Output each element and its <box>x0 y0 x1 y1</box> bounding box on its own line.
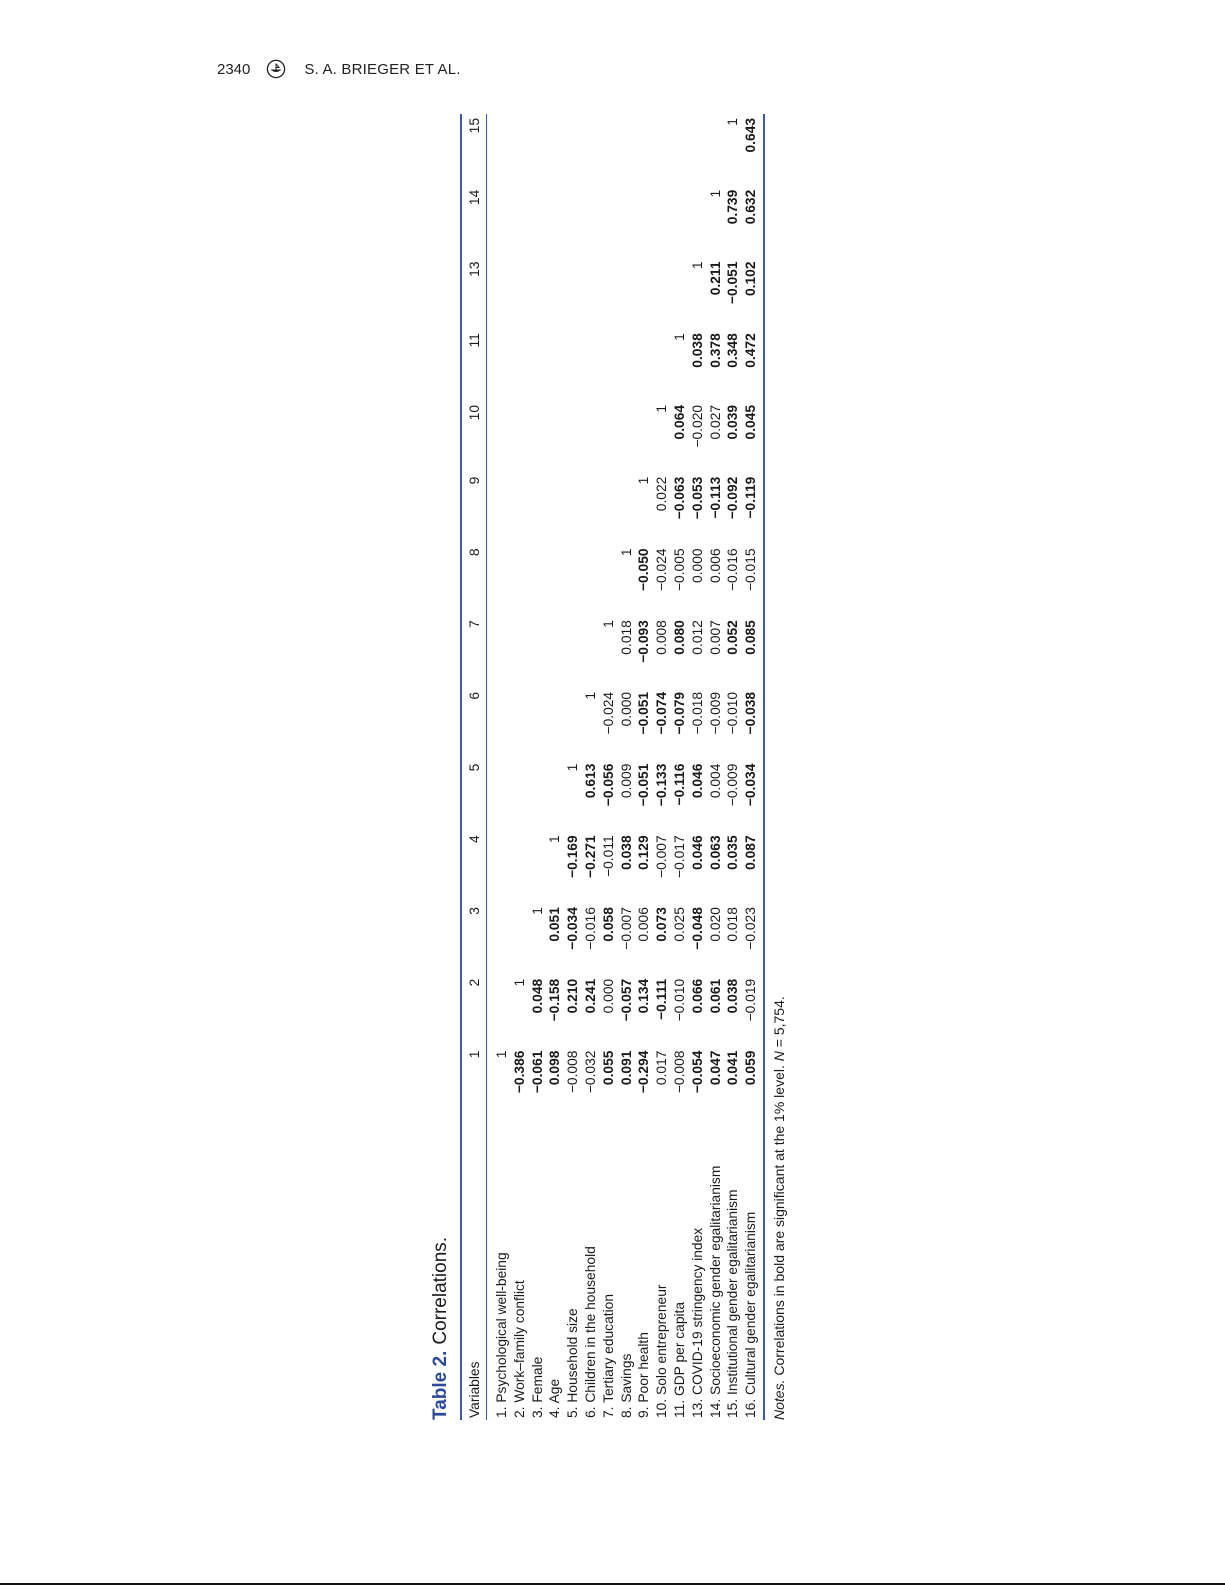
empty-cell <box>582 186 600 258</box>
notes-label: Notes. <box>770 1379 787 1420</box>
empty-cell <box>546 688 564 760</box>
table-row <box>618 114 636 1420</box>
empty-cell <box>618 257 636 329</box>
empty-cell <box>600 401 618 473</box>
correlation-cell: 0.009 <box>618 763 634 799</box>
empty-cell <box>546 257 564 329</box>
empty-cell <box>564 473 582 545</box>
empty-cell <box>635 186 653 258</box>
correlation-cell: 0.008 <box>654 620 670 655</box>
empty-cell <box>582 544 600 616</box>
correlation-cell: −0.017 <box>671 835 687 878</box>
empty-cell <box>546 544 564 616</box>
empty-cell <box>511 329 529 401</box>
empty-cell <box>546 401 564 473</box>
empty-cell <box>689 114 707 186</box>
correlation-cell: 0.059 <box>743 1050 759 1086</box>
correlation-cell: 0.211 <box>707 261 723 296</box>
row-variable-name: 16. Cultural gender egalitarianism <box>743 1211 759 1418</box>
empty-cell <box>546 473 564 545</box>
column-header: 10 <box>461 401 487 473</box>
correlation-cell: −0.020 <box>689 404 705 448</box>
correlation-cell: 1 <box>600 620 616 628</box>
empty-cell <box>671 114 689 186</box>
correlation-cell: −0.092 <box>725 476 741 520</box>
notes-n-symbol: N <box>770 1051 787 1062</box>
correlation-cell: −0.008 <box>565 1050 581 1094</box>
correlation-cell: 0.020 <box>707 907 723 942</box>
correlation-cell: 0.348 <box>725 333 741 368</box>
correlation-cell: −0.016 <box>725 548 741 592</box>
correlation-cell: 0.000 <box>689 548 705 583</box>
empty-cell <box>635 401 653 473</box>
empty-cell <box>653 329 671 401</box>
table-row <box>487 114 511 1420</box>
correlation-cell: 1 <box>654 404 670 413</box>
empty-cell <box>511 903 529 975</box>
correlation-cell: 0.006 <box>707 548 723 583</box>
empty-cell <box>564 688 582 760</box>
empty-cell <box>635 114 653 186</box>
correlation-cell: −0.051 <box>636 691 652 735</box>
correlation-cell: 0.739 <box>725 189 741 225</box>
correlation-cell: 0.055 <box>600 1050 616 1086</box>
empty-cell <box>600 544 618 616</box>
correlation-cell: 0.061 <box>707 978 723 1014</box>
caption-text: Correlations. <box>430 1236 451 1345</box>
empty-cell <box>600 329 618 401</box>
correlation-cell: 1 <box>618 548 634 557</box>
correlation-cell: 0.047 <box>707 1050 723 1086</box>
correlation-cell: 0.613 <box>582 763 598 799</box>
empty-cell <box>618 329 636 401</box>
empty-cell <box>487 975 511 1047</box>
correlation-cell: 0.643 <box>743 118 759 153</box>
correlation-cell: −0.019 <box>743 978 759 1022</box>
row-variable-name: 9. Poor health <box>636 1332 652 1418</box>
empty-cell <box>511 831 529 903</box>
column-header: 3 <box>461 903 487 975</box>
rotated-table-block <box>426 114 788 1420</box>
table-header-row <box>461 114 487 1420</box>
empty-cell <box>618 114 636 186</box>
empty-cell <box>582 329 600 401</box>
correlation-cell: 0.378 <box>707 333 723 368</box>
caption-label: Table 2. <box>430 1350 451 1420</box>
correlation-cell: 0.039 <box>725 404 741 440</box>
column-header: 9 <box>461 473 487 545</box>
empty-cell <box>511 544 529 616</box>
correlation-cell: 0.064 <box>671 404 687 440</box>
correlation-cell: 0.018 <box>725 907 741 942</box>
correlation-cell: −0.032 <box>582 1050 598 1094</box>
correlation-cell: 1 <box>725 118 741 126</box>
table-row <box>671 114 689 1420</box>
empty-cell <box>671 257 689 329</box>
correlation-cell: −0.050 <box>636 548 652 592</box>
empty-cell <box>689 186 707 258</box>
correlation-cell: −0.271 <box>582 835 598 878</box>
empty-cell <box>564 329 582 401</box>
table-row <box>564 114 582 1420</box>
correlation-cell: 0.073 <box>654 907 670 942</box>
column-header: 8 <box>461 544 487 616</box>
correlation-cell: −0.007 <box>618 907 634 950</box>
table-row <box>653 114 671 1420</box>
empty-cell <box>546 329 564 401</box>
correlation-cell: 0.038 <box>725 978 741 1014</box>
table-row <box>600 114 618 1420</box>
empty-cell <box>582 114 600 186</box>
correlation-cell: −0.007 <box>654 835 670 878</box>
correlation-cell: −0.054 <box>689 1050 705 1094</box>
empty-cell <box>511 760 529 832</box>
correlation-cell: −0.010 <box>671 978 687 1022</box>
correlation-cell: −0.111 <box>654 978 670 1020</box>
correlation-cell: 0.038 <box>689 333 705 368</box>
empty-cell <box>529 544 547 616</box>
row-variable-name: 6. Children in the household <box>582 1246 598 1418</box>
correlation-cell: 0.129 <box>636 835 652 870</box>
empty-cell <box>529 616 547 688</box>
correlation-cell: −0.009 <box>707 691 723 735</box>
row-variable-name: 11. GDP per capita <box>671 1301 687 1418</box>
row-variable-name: 10. Solo entrepreneur <box>654 1284 670 1418</box>
correlation-cell: 0.632 <box>743 189 759 225</box>
empty-cell <box>600 257 618 329</box>
correlation-cell: 0.000 <box>600 978 616 1014</box>
correlation-cell: 0.098 <box>547 1050 563 1086</box>
empty-cell <box>582 616 600 688</box>
correlation-cell: 0.058 <box>600 907 616 942</box>
correlation-cell: −0.386 <box>511 1050 527 1094</box>
correlation-cell: 0.007 <box>707 620 723 655</box>
correlation-cell: −0.113 <box>707 476 723 519</box>
column-header: 11 <box>461 329 487 401</box>
correlation-cell: −0.074 <box>654 691 670 735</box>
table-row <box>707 114 725 1420</box>
correlation-cell: −0.133 <box>654 763 670 807</box>
running-head <box>217 56 461 82</box>
correlation-cell: 0.017 <box>654 1050 670 1086</box>
correlation-cell: −0.116 <box>671 763 687 806</box>
correlation-cell: 1 <box>582 691 598 700</box>
column-header: 14 <box>461 186 487 258</box>
table-row <box>529 114 547 1420</box>
correlation-cell: −0.009 <box>725 763 741 807</box>
column-header: 2 <box>461 975 487 1047</box>
correlation-cell: 0.038 <box>618 835 634 870</box>
correlation-cell: −0.011 <box>600 835 616 877</box>
empty-cell <box>487 688 511 760</box>
empty-cell <box>564 114 582 186</box>
empty-cell <box>511 401 529 473</box>
table-caption <box>426 114 460 1420</box>
empty-cell <box>487 616 511 688</box>
empty-cell <box>511 473 529 545</box>
row-variable-name: 3. Female <box>529 1356 545 1418</box>
correlation-cell: −0.016 <box>582 907 598 950</box>
column-header: 5 <box>461 760 487 832</box>
row-variable-name: 14. Socioeconomic gender egalitarianism <box>707 1165 723 1418</box>
correlation-cell: 1 <box>565 763 581 772</box>
empty-cell <box>546 186 564 258</box>
correlation-cell: 1 <box>529 907 545 915</box>
correlation-cell: −0.023 <box>743 907 759 950</box>
correlation-cell: 1 <box>636 476 652 485</box>
empty-cell <box>487 257 511 329</box>
empty-cell <box>487 760 511 832</box>
table-row <box>546 114 564 1420</box>
row-variable-name: 7. Tertiary education <box>600 1294 616 1418</box>
empty-cell <box>487 903 511 975</box>
row-variable-name: 8. Savings <box>618 1353 634 1418</box>
empty-cell <box>564 544 582 616</box>
column-header: 13 <box>461 257 487 329</box>
row-variable-name: 15. Institutional gender egalitarianism <box>725 1189 741 1418</box>
correlation-cell: 0.066 <box>689 978 705 1014</box>
empty-cell <box>529 760 547 832</box>
correlation-cell: 0.006 <box>636 907 652 942</box>
table-row <box>724 114 742 1420</box>
page-number: 2340 <box>217 60 251 78</box>
correlation-cell: −0.051 <box>636 763 652 807</box>
correlation-cell: −0.038 <box>743 691 759 735</box>
correlation-cell: 0.051 <box>547 907 563 942</box>
empty-cell <box>564 186 582 258</box>
column-header: 4 <box>461 831 487 903</box>
correlation-cell: 0.210 <box>565 978 581 1014</box>
correlation-cell: −0.010 <box>725 691 741 735</box>
table-row <box>742 114 764 1420</box>
empty-cell <box>653 186 671 258</box>
column-header: 7 <box>461 616 487 688</box>
empty-cell <box>511 186 529 258</box>
correlation-cell: 0.048 <box>529 978 545 1014</box>
correlation-cell: 1 <box>547 835 563 844</box>
column-header-variables: Variables <box>461 1118 487 1420</box>
row-variable-name: 5. Household size <box>565 1308 581 1418</box>
correlation-cell: 1 <box>494 1050 509 1059</box>
column-header: 15 <box>461 114 487 186</box>
author-names: S. A. BRIEGER ET AL. <box>304 60 461 78</box>
empty-cell <box>511 257 529 329</box>
correlation-cell: −0.079 <box>671 691 687 735</box>
row-variable-name: 1. Psychological well-being <box>494 1252 509 1418</box>
empty-cell <box>671 186 689 258</box>
table-row <box>582 114 600 1420</box>
correlation-cell: 0.027 <box>707 404 723 440</box>
correlation-cell: 0.022 <box>654 476 670 512</box>
correlation-cell: −0.048 <box>689 907 705 950</box>
empty-cell <box>564 616 582 688</box>
correlation-cell: −0.024 <box>654 548 670 592</box>
empty-cell <box>618 473 636 545</box>
correlation-cell: −0.063 <box>671 476 687 520</box>
correlation-cell: −0.057 <box>618 978 634 1022</box>
empty-cell <box>511 688 529 760</box>
empty-cell <box>618 186 636 258</box>
correlation-cell: 0.000 <box>618 691 634 727</box>
correlation-cell: 0.012 <box>689 620 705 655</box>
correlation-cell: 0.025 <box>671 907 687 942</box>
row-variable-name: 13. COVID-19 stringency index <box>689 1227 705 1418</box>
correlation-cell: 0.134 <box>636 978 652 1014</box>
correlation-cell: 0.018 <box>618 620 634 655</box>
correlation-cell: 0.046 <box>689 763 705 799</box>
correlation-cell: −0.034 <box>565 907 581 950</box>
correlation-cell: 0.045 <box>743 404 759 440</box>
empty-cell <box>546 760 564 832</box>
correlation-cell: −0.034 <box>743 763 759 807</box>
empty-cell <box>582 257 600 329</box>
empty-cell <box>529 831 547 903</box>
empty-cell <box>635 257 653 329</box>
empty-cell <box>529 473 547 545</box>
empty-cell <box>529 329 547 401</box>
correlation-cell: −0.008 <box>671 1050 687 1094</box>
table-row <box>511 114 529 1420</box>
correlation-cell: −0.294 <box>636 1050 652 1094</box>
empty-cell <box>600 186 618 258</box>
correlation-cell: 0.085 <box>743 620 759 655</box>
correlation-cell: 0.472 <box>743 333 759 368</box>
correlation-cell: 0.080 <box>671 620 687 655</box>
correlation-cell: −0.061 <box>529 1050 545 1094</box>
correlation-cell: 1 <box>707 189 723 198</box>
correlation-cell: 0.041 <box>725 1050 741 1086</box>
empty-cell <box>529 257 547 329</box>
empty-cell <box>487 186 511 258</box>
column-header: 1 <box>461 1047 487 1119</box>
row-variable-name: 4. Age <box>547 1378 563 1418</box>
empty-cell <box>487 329 511 401</box>
empty-cell <box>618 401 636 473</box>
correlation-cell: 0.102 <box>743 261 759 297</box>
correlation-cell: −0.158 <box>547 978 563 1022</box>
empty-cell <box>600 114 618 186</box>
correlation-cell: 0.004 <box>707 763 723 799</box>
correlation-cell: 0.035 <box>725 835 741 870</box>
empty-cell <box>529 114 547 186</box>
empty-cell <box>582 473 600 545</box>
empty-cell <box>487 114 511 186</box>
empty-cell <box>487 831 511 903</box>
correlation-cell: 0.087 <box>743 835 759 870</box>
correlation-cell: −0.015 <box>743 548 759 592</box>
empty-cell <box>546 114 564 186</box>
correlation-cell: 1 <box>671 333 687 341</box>
correlation-cell: −0.119 <box>743 476 759 519</box>
correlation-cell: −0.005 <box>671 548 687 592</box>
empty-cell <box>582 401 600 473</box>
empty-cell <box>529 401 547 473</box>
empty-cell <box>653 257 671 329</box>
empty-cell <box>564 257 582 329</box>
column-header: 6 <box>461 688 487 760</box>
empty-cell <box>653 114 671 186</box>
empty-cell <box>511 114 529 186</box>
correlation-cell: −0.093 <box>636 620 652 663</box>
correlation-cell: −0.053 <box>689 476 705 520</box>
correlation-cell: 0.091 <box>618 1050 634 1086</box>
empty-cell <box>546 616 564 688</box>
publisher-logo-icon <box>266 59 286 79</box>
empty-cell <box>707 114 725 186</box>
empty-cell <box>511 616 529 688</box>
empty-cell <box>487 473 511 545</box>
table-row <box>635 114 653 1420</box>
empty-cell <box>529 688 547 760</box>
notes-text: Correlations in bold are significant at the 1% level. <box>770 1061 787 1380</box>
correlation-cell: −0.024 <box>600 691 616 735</box>
correlation-cell: −0.051 <box>725 261 741 305</box>
empty-cell <box>564 401 582 473</box>
empty-cell <box>529 186 547 258</box>
correlation-cell: 1 <box>689 261 705 270</box>
correlation-cell: −0.169 <box>565 835 581 878</box>
table-notes <box>771 114 787 1420</box>
notes-n-value: = 5,754. <box>770 996 787 1052</box>
empty-cell <box>600 473 618 545</box>
table-row <box>689 114 707 1420</box>
correlation-cell: −0.018 <box>689 691 705 735</box>
correlation-table <box>460 114 765 1420</box>
correlation-cell: 0.241 <box>582 978 598 1014</box>
correlation-cell: 0.046 <box>689 835 705 870</box>
empty-cell <box>487 544 511 616</box>
correlation-cell: 1 <box>511 978 527 987</box>
correlation-cell: 0.052 <box>725 620 741 655</box>
empty-cell <box>635 329 653 401</box>
row-variable-name: 2. Work–family conflict <box>511 1280 527 1418</box>
empty-cell <box>487 401 511 473</box>
correlation-cell: 0.063 <box>707 835 723 870</box>
correlation-cell: −0.056 <box>600 763 616 807</box>
